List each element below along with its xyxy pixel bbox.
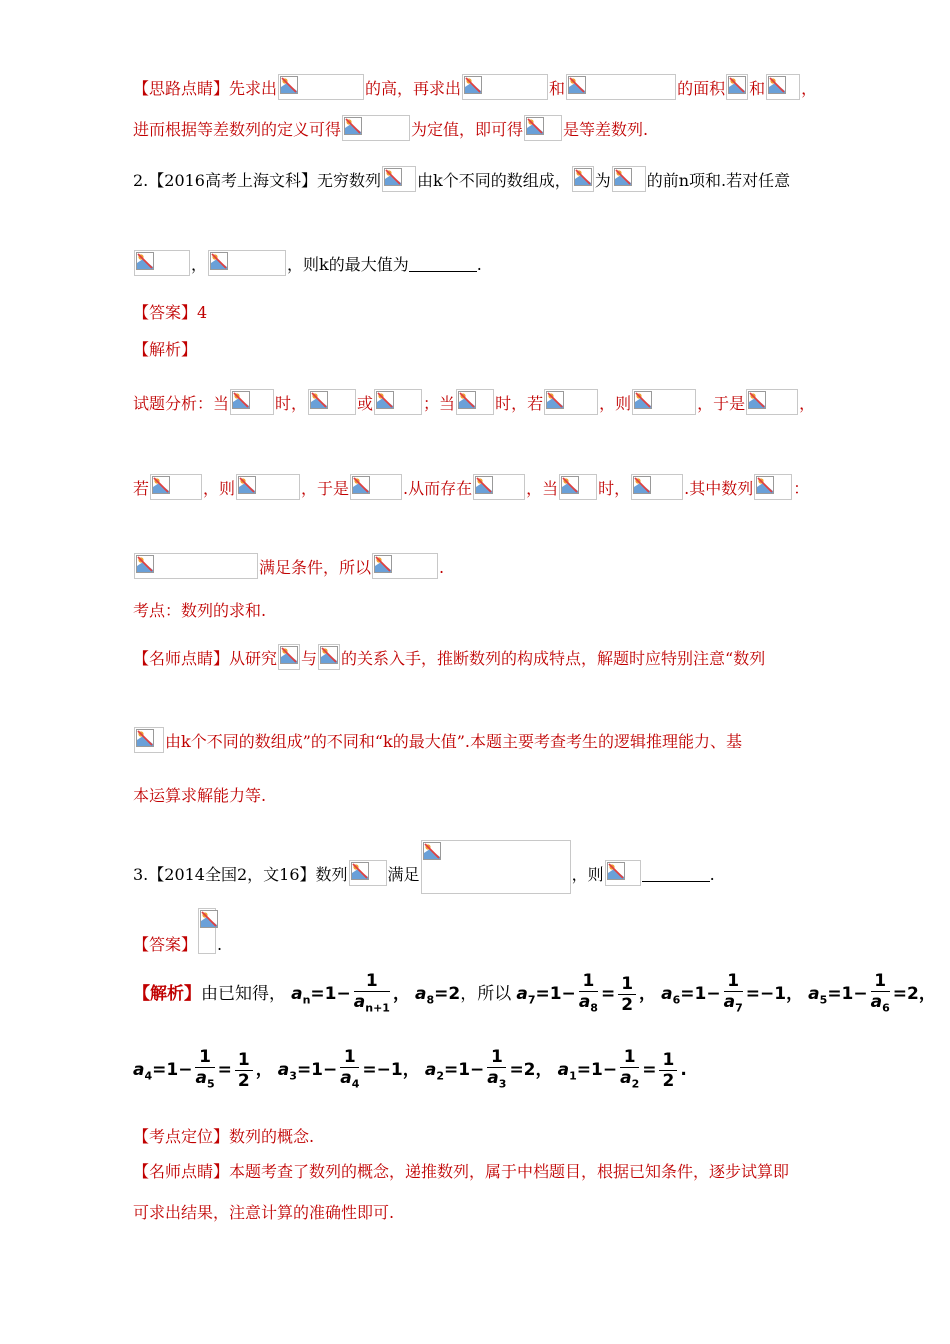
question-source: 【2014全国2，文16】 (148, 865, 316, 884)
broken-image-icon (559, 474, 597, 500)
broken-image-icon (524, 115, 562, 141)
text: ： (793, 479, 810, 498)
kaodian-tag: 【考点定位】 (133, 1127, 230, 1146)
broken-image-icon (746, 389, 798, 415)
text: 若 (133, 479, 150, 498)
broken-image-icon (632, 389, 696, 415)
formula: $a_2=1-$ (424, 1060, 485, 1083)
text: 为定值，即可得 (411, 120, 524, 139)
text: ， (191, 255, 208, 274)
fraction: $\frac{1}{2}$ (659, 1050, 677, 1091)
fraction: $\frac{1}{2}$ (235, 1050, 253, 1091)
question-number: 2. (133, 171, 149, 190)
broken-image-icon (421, 840, 571, 894)
formula: $a_7=1-$ (516, 984, 576, 1007)
text: 和 (549, 79, 566, 98)
hint-line-1 (133, 74, 830, 104)
broken-image-icon (372, 553, 438, 579)
text: ，则 (571, 865, 604, 884)
fraction: $\frac{1}{a_3}$ (487, 1046, 507, 1091)
broken-image-icon (631, 474, 683, 500)
text: 先求出 (229, 79, 278, 98)
text: 可求出结果，注意计算的准确性即可. (133, 1203, 395, 1222)
answer-tag: 【答案】 (133, 935, 198, 954)
broken-image-icon (754, 474, 792, 500)
text: 的高，再求出 (365, 79, 462, 98)
text: 由已知得， (201, 984, 286, 1004)
text: ，则 (203, 479, 236, 498)
kaodian-line (133, 596, 830, 626)
text: 满足条件，所以 (259, 558, 372, 577)
formula: $a_1=1-$ (557, 1060, 618, 1083)
broken-image-icon (318, 644, 340, 670)
text: . (217, 935, 223, 954)
broken-image-icon (236, 474, 300, 500)
analysis-tag: 【解析】 (133, 984, 201, 1004)
text: 时，若 (495, 394, 544, 413)
text: .其中数列 (684, 479, 754, 498)
fraction: $\frac{1}{2}$ (618, 974, 636, 1015)
broken-image-icon (342, 115, 410, 141)
broken-image-icon (462, 74, 548, 100)
text: 的面积 (677, 79, 726, 98)
analysis-line-2 (133, 474, 830, 504)
text: 时， (275, 394, 308, 413)
q3-kaodian-line (133, 1122, 830, 1152)
question-number: 3. (133, 865, 149, 884)
text: .从而存在 (403, 479, 473, 498)
text: ，则k的最大值为 (287, 255, 409, 274)
text: ，则 (599, 394, 632, 413)
text: 从研究 (229, 649, 278, 668)
broken-image-icon (134, 553, 258, 579)
text: 或 (357, 394, 374, 413)
text: 和 (749, 79, 766, 98)
fraction: $\frac{1}{a_{n+1}}$ (353, 970, 390, 1015)
text: 为 (594, 171, 611, 190)
broken-image-icon (566, 74, 676, 100)
broken-image-icon (278, 644, 300, 670)
broken-image-icon (473, 474, 525, 500)
broken-image-icon (382, 166, 416, 192)
kaodian-text: 数列的概念. (229, 1127, 315, 1146)
text: ；当 (423, 394, 456, 413)
formula: $a_8=2$ (415, 984, 461, 1007)
broken-image-icon (150, 474, 202, 500)
fraction: $\frac{1}{a_7}$ (723, 970, 743, 1015)
broken-image-icon (612, 166, 646, 192)
q3-teacher-tip-line-1 (133, 1157, 830, 1187)
q3-answer-line (133, 908, 830, 960)
fraction: $\frac{1}{a_4}$ (340, 1046, 360, 1091)
text: 数列 (315, 865, 348, 884)
broken-image-icon (134, 250, 190, 276)
analysis-line-1 (133, 389, 830, 419)
teacher-tip-tag: 【名师点睛】 (133, 649, 230, 668)
broken-image-icon (374, 389, 422, 415)
text: 是等差数列. (563, 120, 649, 139)
question-2-line-2 (133, 250, 830, 280)
text: 进而根据等差数列的定义可得 (133, 120, 342, 139)
text: 无穷数列 (317, 171, 382, 190)
kaodian-text: 考点：数列的求和. (133, 601, 267, 620)
text: 本题考查了数列的概念，递推数列，属于中档题目，根据已知条件，逐步试算即 (229, 1162, 790, 1181)
answer-blank (409, 257, 477, 272)
broken-image-icon (134, 727, 164, 753)
hint-line-2 (133, 115, 830, 145)
text: ，所以 (460, 984, 512, 1004)
hint-tag: 【思路点睛】 (133, 79, 230, 98)
text: . (439, 558, 445, 577)
text: ，于是 (697, 394, 746, 413)
text: 由k个不同的数组成”的不同和“k的最大值”.本题主要考查考生的逻辑推理能力、基 (165, 732, 743, 751)
fraction: $\frac{1}{a_2}$ (620, 1046, 640, 1091)
formula: $a_4=1-$ (133, 1060, 193, 1083)
answer-line (133, 298, 830, 328)
text: 的关系入手，推断数列的构成特点，解题时应特别注意“数列 (341, 649, 766, 668)
broken-image-icon (230, 389, 274, 415)
text: 的前n项和.若对任意 (646, 171, 791, 190)
text: . (709, 865, 715, 884)
q3-teacher-tip-line-2 (133, 1198, 830, 1228)
fraction: $\frac{1}{a_5}$ (195, 1046, 215, 1091)
text: . (476, 255, 482, 274)
teacher-tip-line-1 (133, 644, 830, 674)
answer-blank (642, 867, 710, 882)
broken-image-icon (544, 389, 598, 415)
analysis-tag: 【解析】 (133, 340, 198, 359)
text: 本运算求解能力等. (133, 786, 267, 805)
text: 与 (301, 649, 318, 668)
q3-analysis-line-1: 【解析】由已知得， $a_n=1-$ $\frac{1}{a_{n+1}}$ ， $a_8=2$，所以 $a_7=1-$ $\frac{1}{a_8}$ = $\frac{1}{2}$ ， $a_6=1-$ $\frac{1}{a_7}$ =−1， $a_5=1-$ $\frac{1}{a_6}$ =2， (133, 968, 830, 1026)
q3-analysis-line-2: $a_4=1-$ $\frac{1}{a_5}$ = $\frac{1}{2}$ ， $a_3=1-$ $\frac{1}{a_4}$ =−1， $a_2=1-$ $\frac{1}{a_3}$ =2， $a_1=1-$ $\frac{1}{a_2}$ = $\frac{1}{2}$ . (133, 1044, 830, 1102)
broken-image-icon (349, 860, 387, 886)
broken-image-icon (208, 250, 286, 276)
formula: $a_n=1-$ (291, 984, 351, 1007)
text: 时， (598, 479, 631, 498)
broken-image-icon (572, 166, 594, 192)
broken-image-icon (308, 389, 356, 415)
teacher-tip-line-3 (133, 781, 830, 811)
text: ，于是 (301, 479, 350, 498)
teacher-tip-tag: 【名师点睛】 (133, 1162, 230, 1181)
analysis-tag-line (133, 335, 830, 365)
text: ， (801, 79, 818, 98)
analysis-line-3 (133, 553, 830, 583)
text: 试题分析：当 (133, 394, 230, 413)
text: ， (392, 984, 410, 1004)
answer-value: 4 (197, 303, 208, 322)
text: 满足 (387, 865, 420, 884)
formula: $a_5=1-$ (808, 984, 868, 1007)
broken-image-icon (350, 474, 402, 500)
text: ， (799, 394, 816, 413)
broken-image-icon (278, 74, 364, 100)
fraction: $\frac{1}{a_8}$ (578, 970, 598, 1015)
text: ，当 (526, 479, 559, 498)
broken-image-icon (198, 908, 216, 954)
formula: $a_3=1-$ (277, 1060, 338, 1083)
formula: $a_6=1-$ (661, 984, 721, 1007)
question-source: 【2016高考上海文科】 (148, 171, 317, 190)
broken-image-icon (766, 74, 800, 100)
answer-tag: 【答案】 (133, 303, 198, 322)
broken-image-icon (726, 74, 748, 100)
broken-image-icon (456, 389, 494, 415)
teacher-tip-line-2 (133, 727, 830, 757)
fraction: $\frac{1}{a_6}$ (870, 970, 890, 1015)
question-3-line-1 (133, 840, 830, 894)
broken-image-icon (605, 860, 641, 886)
text: 由k个不同的数组成， (417, 171, 571, 190)
question-2-line-1 (133, 166, 830, 196)
